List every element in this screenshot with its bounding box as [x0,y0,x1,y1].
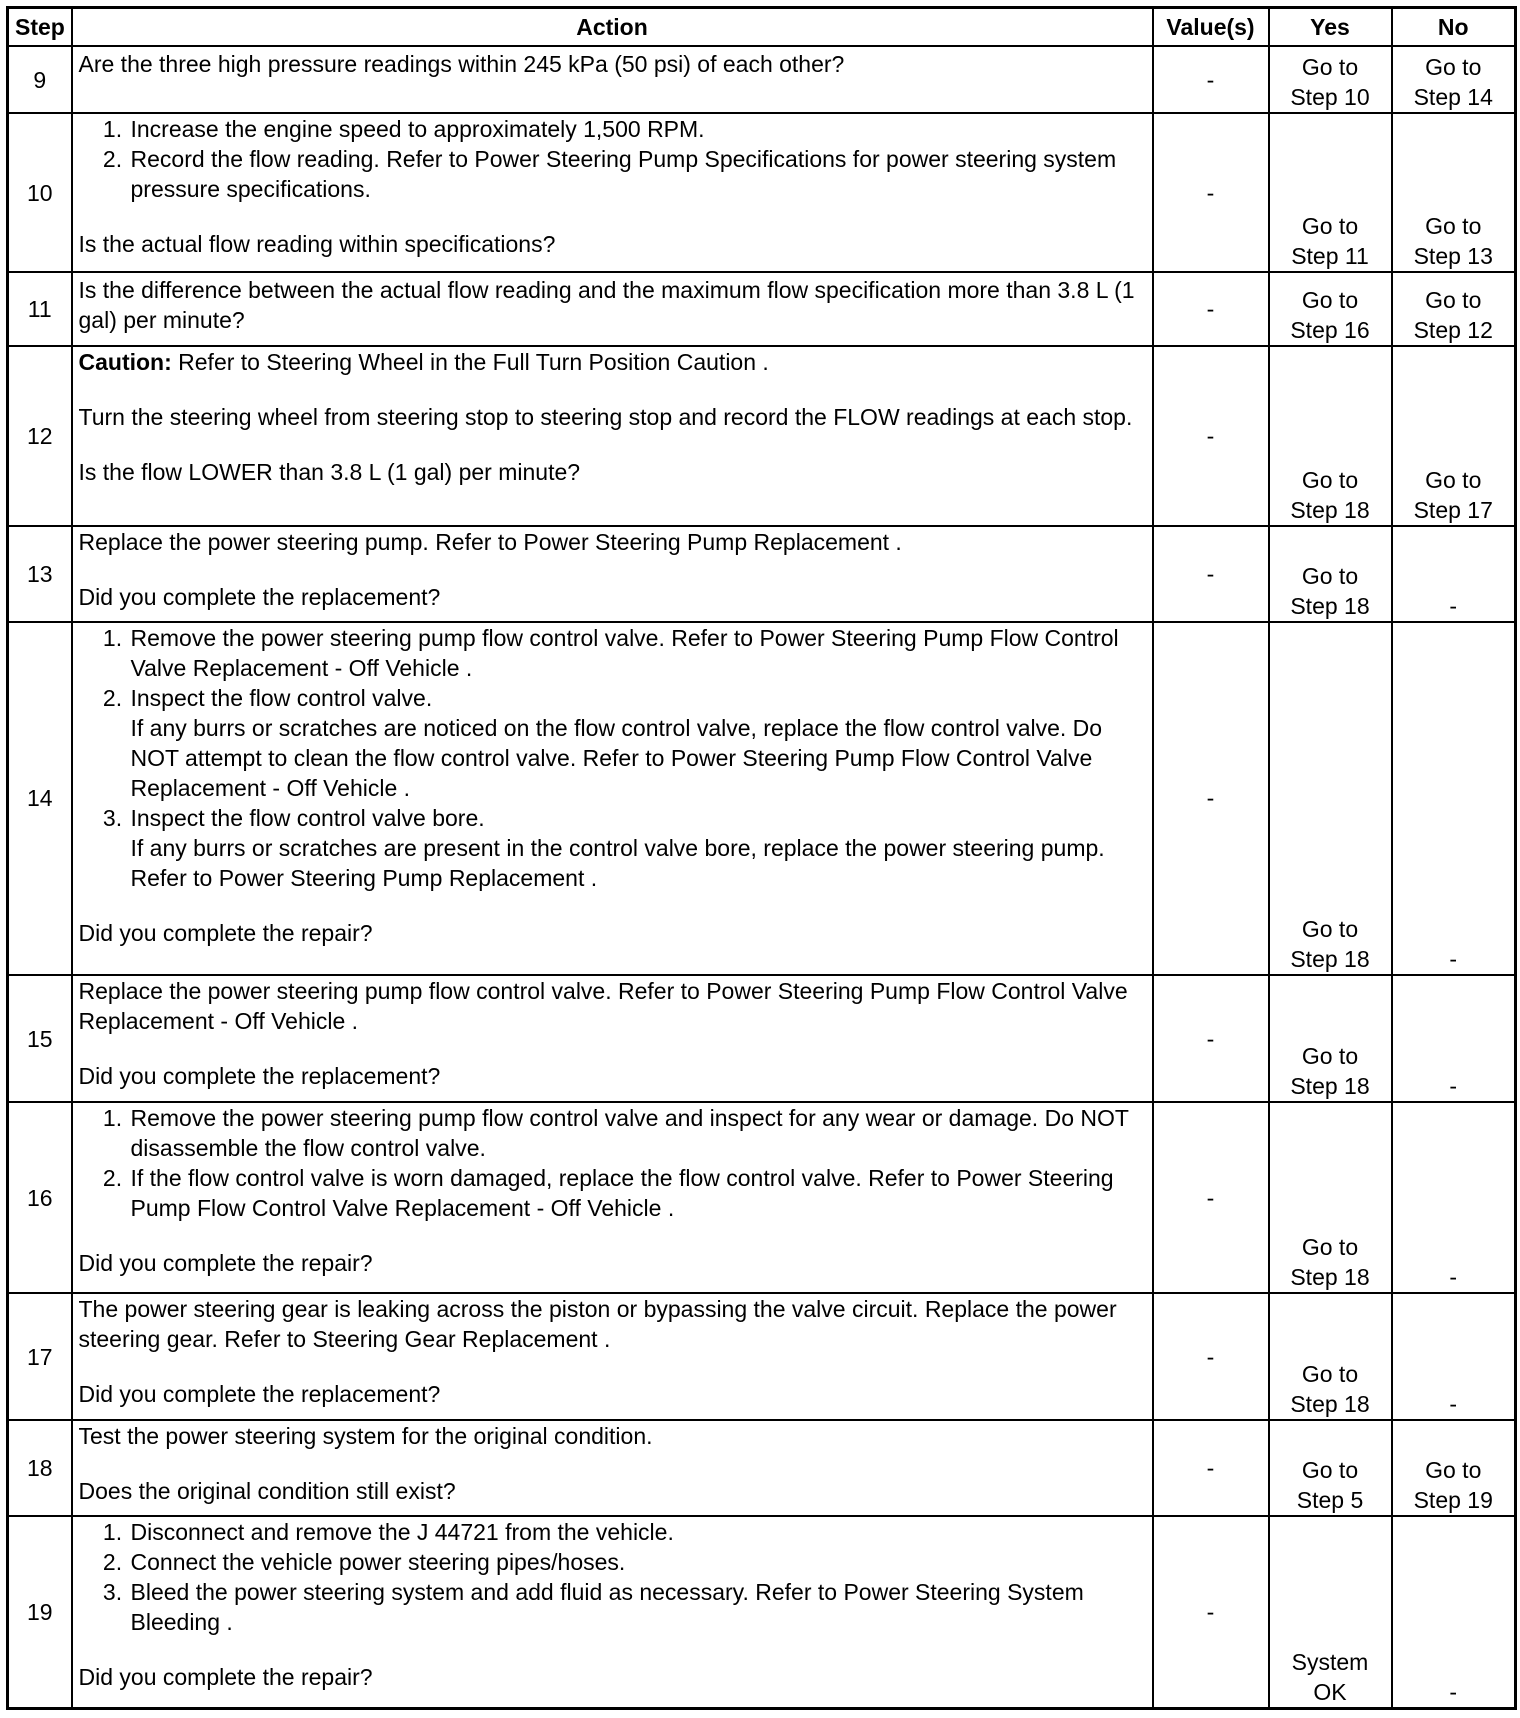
action-cell [72,1293,1153,1420]
table-row [8,622,1516,976]
yes-cell [1269,346,1392,527]
action-step-text: Inspect the flow control valve bore. [130,804,485,831]
caution-label: Caution: [78,348,172,375]
yes-target-line: OK [1313,1679,1347,1705]
action-cell [72,622,1153,976]
no-target-line: - [1449,592,1458,619]
action-step [129,1103,1146,1163]
action-step-note: If any burrs or scratches are noticed on the flow control valve, replace the flow control valve. Do NOT attempt to clean the flow control valve. Refer to Power Steering Pump Flow Control Valve Replacement - Off Vehicle . [130,714,1103,801]
no-cell [1392,113,1516,272]
yes-cell [1269,1420,1392,1516]
action-cell [72,1102,1153,1294]
step-number: 12 [8,346,72,527]
yes-cell [1269,46,1392,113]
step-number: 15 [8,975,72,1102]
no-target-line: - [1449,1072,1458,1099]
action-cell [72,346,1153,527]
step-number: 10 [8,113,72,272]
no-target-line: Step 14 [1413,84,1493,111]
caution-text: Refer to Steering Wheel in the Full Turn Position Caution . [171,348,769,375]
table-row [8,1420,1516,1516]
yes-cell [1269,622,1392,976]
value-cell: - [1153,113,1269,272]
yes-target-line: Go to [1301,286,1359,313]
value-cell: - [1153,346,1269,527]
yes-target-line: Step 18 [1290,1391,1370,1418]
action-question: Did you complete the repair? [78,1664,373,1691]
action-step [129,623,1146,683]
action-question: Did you complete the replacement? [78,584,441,611]
step-number: 17 [8,1293,72,1420]
header-step: Step [8,8,72,47]
action-question: Did you complete the repair? [78,919,373,946]
yes-target-line: Go to [1301,1457,1359,1484]
action-steps-list [79,1517,1146,1637]
yes-target-line: Go to [1301,562,1359,589]
action-step-text: Remove the power steering pump flow control valve and inspect for any wear or damage. Do NOT disassemble the flow control valve. [130,1104,1129,1161]
step-number: 13 [8,526,72,621]
yes-cell [1269,526,1392,621]
action-instruction: Replace the power steering pump flow control valve. Refer to Power Steering Pump Flow Control Valve Replacement - Off Vehicle . [78,978,1128,1035]
table-row [8,113,1516,272]
yes-target-line: Step 11 [1291,243,1369,270]
action-instruction: Replace the power steering pump. Refer to Power Steering Pump Replacement . [78,529,902,556]
action-step-note: If any burrs or scratches are present in the control valve bore, replace the power steering pump. Refer to Power Steering Pump Replacement . [130,834,1105,891]
yes-target-line: Step 18 [1290,946,1370,973]
value-cell: - [1153,46,1269,113]
caution-note [79,347,1146,377]
yes-target-line: Step 18 [1290,1264,1370,1291]
table-row [8,1516,1516,1708]
action-instruction: The power steering gear is leaking across the piston or bypassing the valve circuit. Replace the power steering gear. Refer to Steering Gear Replacement . [78,1296,1117,1353]
value-cell: - [1153,272,1269,346]
yes-target-line: Go to [1301,467,1359,494]
yes-target-line: Step 16 [1290,316,1370,343]
no-target-line: Go to [1425,286,1482,313]
no-cell [1392,622,1516,976]
no-cell [1392,1293,1516,1420]
no-cell [1392,1420,1516,1516]
no-cell [1392,46,1516,113]
action-step [129,1547,1146,1577]
value-cell: - [1153,1102,1269,1294]
action-step-text: Remove the power steering pump flow control valve. Refer to Power Steering Pump Flow Control Valve Replacement - Off Vehicle . [130,624,1119,681]
step-number: 19 [8,1516,72,1708]
yes-target-line: Step 18 [1290,592,1370,619]
no-cell [1392,346,1516,527]
action-step-text: If the flow control valve is worn damaged, replace the flow control valve. Refer to Power Steering Pump Flow Control Valve Replacement - Off Vehicle . [130,1164,1114,1221]
action-cell [72,1420,1153,1516]
value-cell: - [1153,1293,1269,1420]
yes-cell [1269,1293,1392,1420]
no-target-line: Step 13 [1413,243,1493,270]
value-cell: - [1153,975,1269,1102]
step-number: 18 [8,1420,72,1516]
header-action: Action [72,8,1153,47]
step-number: 11 [8,272,72,346]
no-cell [1392,1102,1516,1294]
header-values: Value(s) [1153,8,1269,47]
action-step [129,1577,1146,1637]
action-cell [72,1516,1153,1708]
action-steps-list [79,1103,1146,1223]
no-target-line: - [1449,946,1458,973]
value-cell: - [1153,622,1269,976]
yes-cell [1269,1516,1392,1708]
yes-target-line: Go to [1301,1042,1359,1069]
diagnostic-table [6,6,1517,1710]
no-cell [1392,526,1516,621]
action-cell [72,113,1153,272]
action-step-text: Increase the engine speed to approximately 1,500 RPM. [130,116,705,143]
step-number: 9 [8,46,72,113]
action-question: Is the actual flow reading within specifications? [78,231,556,258]
table-row [8,46,1516,113]
table-row [8,346,1516,527]
action-step [129,144,1146,204]
header-row [8,8,1516,47]
yes-target-line: Step 18 [1290,497,1370,524]
no-cell [1392,975,1516,1102]
action-steps-list [79,114,1146,204]
no-target-line: Go to [1425,213,1482,240]
action-step-text: Connect the vehicle power steering pipes/hoses. [130,1549,626,1576]
table-row [8,526,1516,621]
action-cell [72,272,1153,346]
action-step-text: Record the flow reading. Refer to Power Steering Pump Specifications for power steering system pressure specifications. [130,146,1117,203]
action-step-text: Bleed the power steering system and add fluid as necessary. Refer to Power Steering System Bleeding . [130,1579,1084,1636]
action-question: Did you complete the replacement? [78,1381,441,1408]
yes-cell [1269,113,1392,272]
action-cell [72,526,1153,621]
action-step [129,114,1146,144]
action-question: Does the original condition still exist? [78,1478,456,1505]
action-step-text: Disconnect and remove the J 44721 from the vehicle. [130,1519,674,1546]
action-question: Did you complete the repair? [78,1249,373,1276]
step-number: 16 [8,1102,72,1294]
value-cell: - [1153,526,1269,621]
action-step [129,683,1146,803]
step-number: 14 [8,622,72,976]
no-cell [1392,1516,1516,1708]
action-cell [72,46,1153,113]
action-question: Is the difference between the actual flow reading and the maximum flow specification more than 3.8 L (1 gal) per minute? [78,277,1135,334]
no-cell [1392,272,1516,346]
no-target-line: - [1449,1391,1458,1418]
action-question: Are the three high pressure readings within 245 kPa (50 psi) of each other? [78,51,845,77]
table-row [8,975,1516,1102]
action-cell [72,975,1153,1102]
header-no: No [1392,8,1516,47]
yes-target-line: Go to [1301,916,1359,943]
yes-target-line: Step 18 [1290,1072,1370,1099]
yes-target-line: Go to [1301,1361,1359,1388]
table-row [8,1293,1516,1420]
yes-target-line: Go to [1301,213,1359,240]
no-target-line: Go to [1425,1457,1482,1484]
action-instruction: Test the power steering system for the original condition. [78,1423,653,1450]
action-step [129,1163,1146,1223]
no-target-line: - [1449,1264,1458,1291]
yes-cell [1269,975,1392,1102]
action-step [129,803,1146,893]
header-yes: Yes [1269,8,1392,47]
table-row [8,1102,1516,1294]
value-cell: - [1153,1420,1269,1516]
no-target-line: Step 17 [1413,497,1493,524]
yes-target-line: Go to [1301,54,1359,81]
action-step [129,1517,1146,1547]
no-target-line: Step 19 [1413,1487,1493,1514]
yes-cell [1269,272,1392,346]
action-question: Did you complete the replacement? [78,1063,441,1090]
no-target-line: Go to [1425,467,1482,494]
action-question: Is the flow LOWER than 3.8 L (1 gal) per minute? [78,458,581,485]
yes-target-line: Go to [1301,1234,1359,1261]
no-target-line: Go to [1425,54,1482,81]
yes-target-line: Step 10 [1290,84,1370,111]
yes-cell [1269,1102,1392,1294]
value-cell: - [1153,1516,1269,1708]
action-steps-list [79,623,1146,893]
no-target-line: - [1449,1679,1458,1705]
action-instruction: Turn the steering wheel from steering stop to steering stop and record the FLOW readings at each stop. [78,403,1133,430]
yes-target-line: System [1291,1649,1369,1675]
table-row [8,272,1516,346]
no-target-line: Step 12 [1413,316,1493,343]
yes-target-line: Step 5 [1296,1487,1364,1514]
action-step-text: Inspect the flow control valve. [130,684,433,711]
